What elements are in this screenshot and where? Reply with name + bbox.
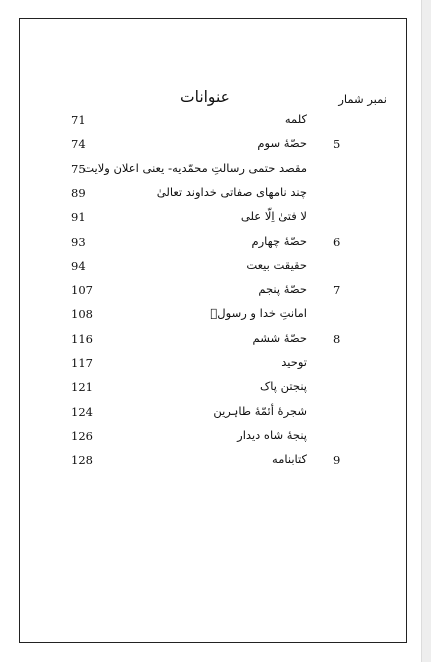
toc-entry-title: کتابنامه [272, 452, 307, 467]
toc-row [0, 403, 431, 423]
toc-row [0, 354, 431, 374]
toc-entry-title: مقصد حتمی رسالتِ محمّدیه- یعنی اعلان ولایت [83, 160, 307, 175]
toc-entry-title: امانتِ خدا و رسولؐ [210, 306, 307, 321]
toc-entry-title: شجرهٔ أئمّهٔ طاہرین [213, 403, 307, 418]
toc-row [0, 305, 431, 325]
toc-entry-title: پنجتن پاک [260, 379, 307, 394]
toc-page-number: 126 [71, 428, 93, 443]
toc-row [0, 233, 431, 253]
toc-part-number: 6 [333, 234, 341, 249]
toc-row [0, 184, 431, 204]
toc-page-number: 108 [71, 307, 93, 322]
toc-entry-title: کلمه [284, 112, 307, 126]
toc-page-number: 71 [71, 113, 86, 127]
toc-page-number: 116 [71, 331, 93, 346]
toc-entry-title: حقیقت بیعت [246, 257, 307, 272]
toc-part-number: 9 [333, 453, 341, 468]
toc-entry-title: حصّهٔ ششم [252, 330, 307, 345]
toc-entry-title: حصّهٔ سوم [257, 136, 307, 151]
toc-row [0, 427, 431, 447]
toc-page-number: 117 [71, 356, 93, 370]
toc-entry-title: پنجهٔ شاه دیدار [237, 427, 307, 442]
toc-page-number: 93 [71, 234, 86, 249]
toc-entry-title: لا فتیٰ اِلّا علی [240, 209, 307, 224]
toc-entry-title: توحید [281, 355, 307, 369]
toc-entry-title: چند نامهای صفاتی خداوند تعالیٰ [156, 184, 307, 199]
toc-page-number: 121 [71, 380, 93, 395]
toc-page-number: 128 [71, 453, 93, 468]
toc-page-number: 74 [71, 137, 86, 152]
toc-part-number: 8 [333, 331, 341, 346]
toc-page-number: 75 [71, 161, 86, 176]
toc-entry-title: حصّهٔ پنجم [258, 282, 307, 297]
toc-row [0, 135, 431, 155]
toc-entry-title: حصّهٔ چهارم [251, 233, 307, 248]
toc-row [0, 111, 431, 131]
toc-page-number: 124 [71, 404, 93, 419]
toc-page-number: 107 [71, 283, 93, 298]
toc-row [0, 160, 431, 180]
column-label-serial-number: نمبر شمار [338, 92, 387, 106]
toc-row [0, 330, 431, 350]
toc-row [0, 257, 431, 277]
toc-part-number: 7 [333, 283, 341, 298]
column-label-titles: عنوانات [180, 88, 230, 106]
toc-row [0, 281, 431, 301]
toc-page-number: 94 [71, 258, 86, 273]
toc-row [0, 378, 431, 398]
toc-part-number: 5 [333, 137, 341, 152]
toc-page-number: 91 [71, 210, 86, 225]
toc-page-number: 89 [71, 185, 86, 200]
toc-row [0, 208, 431, 228]
toc-row [0, 451, 431, 471]
toc-header [0, 88, 431, 110]
